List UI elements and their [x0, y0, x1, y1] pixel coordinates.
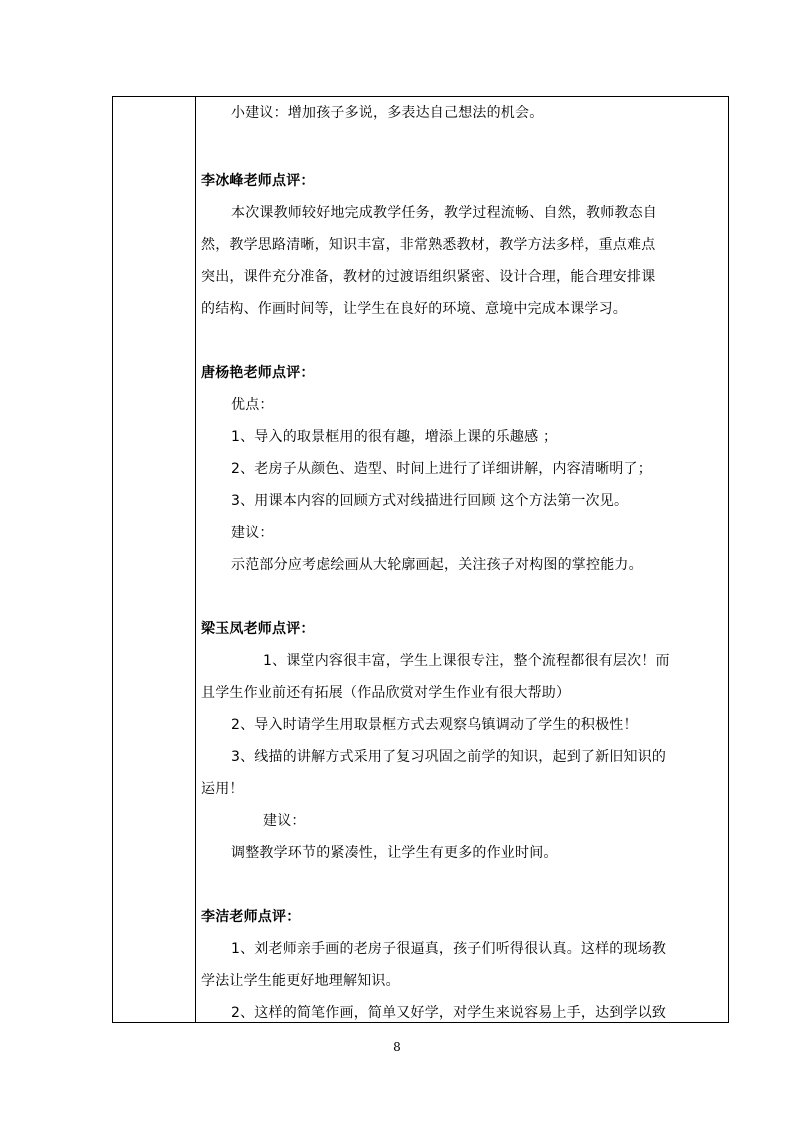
- text-line: 3、用课本内容的回顾方式对线描进行回顾 这个方法第一次见。: [231, 493, 629, 509]
- text-line: 1、刘老师亲手画的老房子很逼真，孩子们听得很认真。这样的现场教: [231, 941, 667, 957]
- reviewer-heading-liang-yufeng: 梁玉凤老师点评：: [201, 621, 315, 637]
- table-left-column: [113, 97, 196, 1022]
- text-line: 本次课教师较好地完成教学任务，教学过程流畅、自然，教师教态自: [231, 205, 657, 221]
- text-line: 1、导入的取景框用的很有趣，增添上课的乐趣感 ；: [231, 429, 558, 445]
- text-line: 3、线描的讲解方式采用了复习巩固之前学的知识，起到了新旧知识的: [231, 749, 667, 765]
- reviewer-heading-li-bingfeng: 李冰峰老师点评：: [201, 173, 315, 189]
- text-line: 突出，课件充分准备，教材的过渡语组织紧密、设计合理，能合理安排课: [201, 269, 656, 285]
- text-line: 示范部分应考虑绘画从大轮廓画起，关注孩子对构图的掌控能力。: [231, 557, 643, 573]
- suggestion-line: 小建议：增加孩子多说，多表达自己想法的机会。: [231, 105, 544, 121]
- reviewer-heading-tang-yangyan: 唐杨艳老师点评：: [201, 365, 315, 381]
- text-line: 运用！: [201, 781, 244, 797]
- text-line: 调整教学环节的紧凑性，让学生有更多的作业时间。: [231, 845, 558, 861]
- text-line: 2、老房子从颜色、造型、时间上进行了详细讲解，内容清晰明了；: [231, 461, 652, 477]
- text-line: 建议：: [263, 813, 306, 829]
- text-line: 然，教学思路清晰，知识丰富，非常熟悉教材，教学方法多样，重点难点: [201, 237, 656, 253]
- text-line: 1、课堂内容很丰富，学生上课很专注，整个流程都很有层次！而: [263, 653, 670, 669]
- reviewer-heading-li-jie: 李洁老师点评：: [201, 909, 301, 925]
- text-line: 学法让学生能更好地理解知识。: [201, 973, 400, 989]
- text-line: 且学生作业前还有拓展（作品欣赏对学生作业有很大帮助）: [201, 685, 571, 701]
- review-table: [112, 96, 729, 1023]
- text-line: 建议：: [231, 525, 274, 541]
- text-line: 2、导入时请学生用取景框方式去观察乌镇调动了学生的积极性！: [231, 717, 638, 733]
- page-number: 8: [393, 1040, 401, 1054]
- text-line: 2、这样的简笔作画，简单又好学，对学生来说容易上手，达到学以致: [231, 1005, 667, 1021]
- text-line: 优点：: [231, 397, 274, 413]
- text-line: 的结构、作画时间等，让学生在良好的环境、意境中完成本课学习。: [201, 301, 627, 317]
